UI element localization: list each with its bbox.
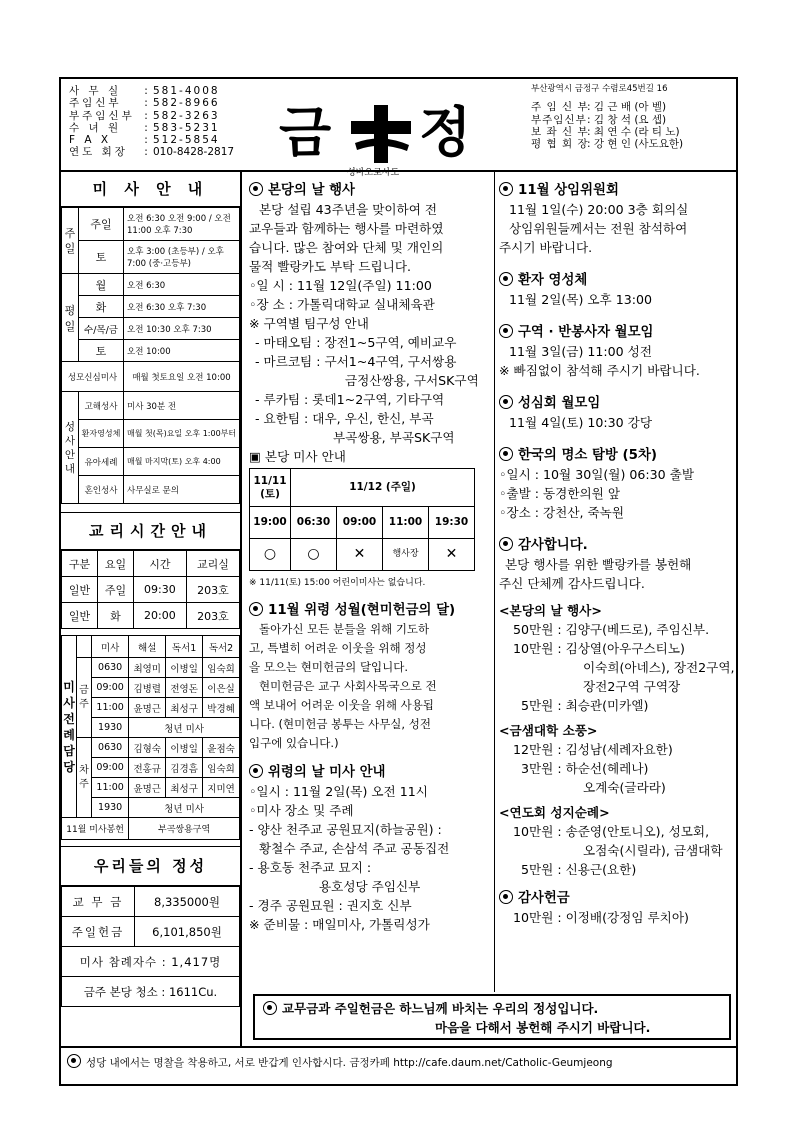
text-line: 고, 특별히 어려운 이웃을 위해 정성 [249, 641, 427, 655]
text: 11월 상임위원회 [518, 183, 619, 198]
section-heading [249, 763, 489, 782]
table-cell: 일반 [62, 603, 98, 629]
cleaning: 금주 본당 청소 : 1611Cu. [62, 977, 240, 1007]
section-heading [249, 181, 489, 200]
table-cell: 행사장 [383, 539, 429, 571]
circle-bullet-icon [67, 1054, 81, 1068]
text: 582-3263 [153, 109, 220, 122]
table-cell: 청년 미사 [129, 798, 240, 818]
table-cell: 0630 [92, 658, 129, 678]
table-cell: 구분 [62, 551, 98, 577]
text-line: 을 모으는 현미헌금의 달입니다. [249, 660, 409, 674]
circle-bullet-icon [263, 1001, 277, 1015]
text-line: 부곡쌍용, 부곡SK구역 [333, 430, 455, 445]
text-line: 습니다. 많은 참여와 단체 및 개인의 [249, 240, 444, 255]
text-line: ※ 준비물 : 매일미사, 가톨릭성가 [249, 917, 430, 932]
table-cell: 차주 [77, 738, 92, 818]
text-line: - 루카팀 : 롯데1~2구역, 기타구역 [255, 392, 445, 407]
table-cell: 09:00 [337, 507, 383, 539]
text-line: ◦출발 : 동경한의원 앞 [499, 486, 621, 501]
text: 010-8428-2817 [153, 146, 235, 159]
text: 수 녀 원 [69, 121, 122, 134]
table-cell: 성모신심미사 [62, 362, 124, 392]
circle-bullet-icon [499, 182, 513, 196]
circle-bullet-icon [499, 272, 513, 286]
table-cell: 김경흠 [166, 758, 203, 778]
masthead [279, 97, 509, 178]
text-line: 황철수 주교, 손삼석 주교 공동집전 [259, 841, 450, 856]
text-line: 11월 3일(금) 11:00 성전 [509, 344, 652, 359]
event-mass-table [249, 468, 475, 571]
text-line: 본당 행사를 위한 빨랑카를 봉헌해 [505, 557, 692, 572]
table-cell: ○ [291, 539, 337, 571]
table-cell: 일반 [62, 577, 98, 603]
table-cell: 최성구 [166, 698, 203, 718]
table-cell: 오전 6:30 오후 7:30 [124, 296, 240, 318]
title-char-jeong: 정 [419, 100, 472, 164]
table-cell: 09:00 [92, 678, 129, 698]
text-line: 교우들과 함께하는 행사를 마련하였 [249, 221, 444, 236]
text: 환자 영성체 [518, 273, 588, 288]
table-cell: 1930 [92, 798, 129, 818]
text-line: ※ 11/11(토) 15:00 어린이미사는 없습니다. [249, 578, 426, 588]
table-cell: 월 [79, 274, 124, 296]
text-line: ※ 빠짐없이 참석해 주시기 바랍니다. [499, 363, 700, 378]
table-cell: 최성구 [166, 778, 203, 798]
text-line: - 요한팀 : 대우, 우신, 한신, 부곡 [255, 411, 434, 426]
table-cell: 독서2 [203, 636, 240, 658]
text-line: 11월 4일(토) 10:30 강당 [509, 415, 652, 430]
text: 주 임 신 부 [531, 101, 589, 114]
table-cell: 1930 [92, 718, 129, 738]
text-line: 주시기 바랍니다. [499, 240, 593, 255]
mass-table [61, 207, 240, 504]
text-line: ※ 구역별 팀구성 안내 [249, 316, 369, 331]
contact-row: 주임신부 : 582-8966 [69, 97, 220, 110]
text-line: 현미헌금은 교구 사회사목국으로 전 [259, 679, 437, 693]
table-cell: ○ [250, 539, 291, 571]
table-cell: 20:00 [133, 603, 186, 629]
table-cell: 사무실로 문의 [124, 476, 240, 504]
text: 사 무 실 [69, 85, 122, 97]
text-line: <금샘대학 소풍> [499, 723, 598, 738]
text-line: 액 보내어 어려운 이웃을 위해 사용됩 [249, 698, 434, 712]
text-line: 10만원 : 김상열(아우구스티노) [513, 641, 685, 656]
table-cell: 09:00 [92, 758, 129, 778]
text-line: 10만원 : 송준영(안토니오), 성모회, [513, 824, 710, 839]
text-line: 용호성당 주임신부 [319, 879, 421, 894]
table-cell: 11:00 [92, 698, 129, 718]
cross-logo-icon [347, 103, 417, 165]
catechism-title: 교리시간안내 [61, 512, 240, 550]
text-line: ◦일시 : 11월 2일(목) 오전 11시 [249, 784, 428, 799]
table-cell: 8,335000원 [135, 887, 240, 917]
table-cell: 미사 [92, 636, 129, 658]
text-line: 상임위원들께서는 전원 참석하여 [509, 221, 688, 236]
mass-table-title: ▣ 본당 미사 안내 [249, 449, 346, 464]
table-cell: 주일헌금 [62, 917, 135, 947]
table-cell: 11:00 [383, 507, 429, 539]
masthead-subtitle: 성바오로사도 [347, 168, 400, 178]
table-cell: ✕ [429, 539, 475, 571]
table-cell: 이병일 [166, 658, 203, 678]
footer-text: 성당 내에서는 명찰을 착용하고, 서로 반갑게 인사합시다. 금정카페 http://cafe.daum.net/Catholic-Geumjeong [86, 1057, 613, 1069]
table-cell: 09:30 [133, 577, 186, 603]
section-heading [499, 323, 735, 342]
text-line: 11월 1일(수) 20:00 3층 회의실 [509, 202, 689, 217]
text-line: 이숙희(아네스), 장전2구역, [583, 660, 735, 675]
text-line: 11월 2일(목) 오후 13:00 [509, 292, 652, 307]
table-cell: 환자영성체 [79, 420, 124, 448]
text-line: 5만원 : 최승관(미카엘) [521, 698, 649, 713]
table-cell: 오전 10:30 오후 7:30 [124, 318, 240, 340]
text-line: 오계숙(글라라) [583, 780, 666, 795]
text-line: 5만원 : 신용근(요한) [521, 862, 637, 877]
section-heading [249, 601, 489, 620]
text: 마음을 다해서 봉헌해 주시기 바랍니다. [435, 1020, 651, 1035]
table-cell: 교 무 금 [62, 887, 135, 917]
table-cell: 최영미 [129, 658, 166, 678]
table-cell: 매월 마지막(토) 오후 4:00 [124, 448, 240, 476]
table-cell: 혼인성사 [79, 476, 124, 504]
text-line: 10만원 : 이정배(강정임 루치아) [513, 910, 689, 925]
column-divider [494, 172, 495, 992]
section-heading [499, 889, 735, 908]
table-cell: 윤명근 [129, 698, 166, 718]
table-cell: 06:30 [291, 507, 337, 539]
table-cell: ✕ [337, 539, 383, 571]
text: 주임신부 [69, 97, 122, 110]
staff-row: 평 협 회 장 : 강 현 인 (사도요한) [531, 138, 684, 151]
text-line: - 경주 공원묘원 : 권지호 신부 [249, 898, 412, 913]
text: 최 연 수 (라 티 노) [593, 125, 680, 138]
circle-bullet-icon [249, 182, 263, 196]
text: 김 근 배 (아 벨) [593, 101, 667, 114]
table-cell: 윤점숙 [203, 738, 240, 758]
text-line: 오점숙(시릴라), 금샘대학 [583, 843, 723, 858]
table-cell: 11:00 [92, 778, 129, 798]
table-cell: 11월 미사봉헌 [62, 818, 129, 840]
footer [67, 1054, 732, 1070]
contact-row: 부주임신부 : 582-3263 [69, 109, 220, 122]
circle-bullet-icon [499, 447, 513, 461]
table-cell: 독서1 [166, 636, 203, 658]
table-cell: 전영돈 [166, 678, 203, 698]
text-line: 3만원 : 하순선(헤레나) [521, 761, 649, 776]
text-line: <본당의 날 행사> [499, 603, 602, 618]
table-cell: 오후 3:00 (초등부) / 오후 7:00 (중·고등부) [124, 241, 240, 274]
table-cell: 0630 [92, 738, 129, 758]
offering-table [61, 886, 240, 1007]
text: 감사헌금 [518, 891, 570, 906]
table-cell: 수/목/금 [79, 318, 124, 340]
table-cell: 19:00 [250, 507, 291, 539]
sunday-group-label: 주일 [62, 208, 79, 274]
section-heading [499, 181, 735, 200]
left-column [61, 172, 242, 1046]
text-line: 물적 빨랑카도 부탁 드립니다. [249, 259, 411, 274]
text: 교무금과 주일헌금은 하느님께 바치는 우리의 정성입니다. [282, 1001, 599, 1016]
text: 감사합니다. [518, 538, 588, 553]
text-line: 50만원 : 김양구(베드로), 주임신부. [513, 622, 710, 637]
text: 512-5854 [153, 134, 220, 147]
middle-column [249, 181, 489, 934]
table-cell: 청년 미사 [129, 718, 240, 738]
section-heading [499, 536, 735, 555]
table-cell: 203호 [186, 603, 239, 629]
staff-row: 보 좌 신 부 : 최 연 수 (라 티 노) [531, 125, 680, 138]
text: 평 협 회 장 [531, 138, 589, 151]
table-cell: 오전 10:00 [124, 340, 240, 362]
text-line: 니다. (현미헌금 봉투는 사무실, 성전 [249, 717, 431, 731]
circle-bullet-icon [499, 324, 513, 338]
circle-bullet-icon [249, 764, 263, 778]
table-cell: 박경혜 [203, 698, 240, 718]
title-char-geum: 금 [279, 100, 332, 164]
section-heading [499, 394, 735, 413]
text-line: ◦일시 : 10월 30일(월) 06:30 출발 [499, 467, 695, 482]
text: 본당의 날 행사 [268, 183, 355, 198]
section-heading [499, 271, 735, 290]
table-cell: 203호 [186, 577, 239, 603]
table-cell: 부곡쌍용구역 [129, 818, 240, 840]
mass-duty-table [61, 635, 240, 840]
mass-title: 미 사 안 내 [61, 172, 240, 207]
text-line: ◦장 소 : 가톨릭대학교 실내체육관 [249, 297, 435, 312]
offering-banner [253, 994, 731, 1040]
text-line: 12만원 : 김성남(세례자요한) [513, 742, 673, 757]
table-cell: 김병렬 [129, 678, 166, 698]
text-line: 장전2구역 구역장 [583, 679, 681, 694]
table-cell: 교리실 [186, 551, 239, 577]
table-cell: 요일 [97, 551, 133, 577]
text: 582-8966 [153, 97, 220, 110]
text-line: - 양산 천주교 공원묘지(하늘공원) : [249, 822, 442, 837]
table-cell: 토 [79, 340, 124, 362]
table-cell: 해설 [129, 636, 166, 658]
staff-row: 부주임신부 : 김 창 석 (요 셉) [531, 113, 667, 126]
section-heading [499, 446, 735, 465]
staff-list [531, 83, 736, 150]
table-cell: 오전 6:30 [124, 274, 240, 296]
footer-divider [61, 1046, 736, 1048]
text: 김 창 석 (요 셉) [593, 113, 667, 126]
table-cell: 김형숙 [129, 738, 166, 758]
contact-list [69, 85, 244, 159]
table-cell: 매월 첫(목)요일 오후 1:00부터 [124, 420, 240, 448]
table-cell: 화 [97, 603, 133, 629]
table-cell: 이은실 [203, 678, 240, 698]
text: 부주임신부 [531, 113, 587, 126]
table-cell: 매월 첫토요일 오전 10:00 [124, 362, 240, 392]
table-cell: 고해성사 [79, 392, 124, 420]
text-line: - 마르코팀 : 구서1~4구역, 구서쌍용 [255, 354, 457, 369]
table-cell: 오전 6:30 오전 9:00 / 오전 11:00 오후 7:30 [124, 208, 240, 241]
address: 부산광역시 금정구 수렴로45번길 16 [531, 84, 668, 94]
table-cell: 토 [79, 241, 124, 274]
text-line: 입구에 있습니다.) [249, 736, 339, 750]
text-line: 돌아가신 모든 분들을 위해 기도하 [259, 622, 430, 636]
attendance: 미사 참례자수 : 1,417명 [62, 947, 240, 977]
duty-side-label: 미사전례담당 [62, 636, 77, 818]
contact-row: F A X : 512-5854 [69, 134, 220, 147]
contact-row: 수 녀 원 : 583-5231 [69, 121, 220, 134]
table-cell: 유아세례 [79, 448, 124, 476]
weekday-group-label: 평일 [62, 274, 79, 362]
text-line: <연도회 성지순례> [499, 805, 610, 820]
table-cell: 윤명근 [129, 778, 166, 798]
text: 구역 · 반봉사자 월모임 [518, 325, 654, 340]
right-column [499, 181, 735, 927]
offering-title: 우리들의 정성 [61, 846, 240, 886]
table-cell: 주일 [97, 577, 133, 603]
circle-bullet-icon [499, 395, 513, 409]
contact-row: 사 무 실 : 581-4008 [69, 85, 220, 97]
text: 위령의 날 미사 안내 [268, 765, 386, 780]
circle-bullet-icon [249, 602, 263, 616]
table-cell: 시간 [133, 551, 186, 577]
staff-row: 주 임 신 부 : 김 근 배 (아 벨) [531, 101, 667, 114]
circle-bullet-icon [499, 537, 513, 551]
table-cell: 임숙희 [203, 758, 240, 778]
table-cell: 임숙희 [203, 658, 240, 678]
text: 11월 위령 성월(현미헌금의 달) [268, 603, 456, 618]
catechism-table [61, 550, 240, 629]
table-cell [77, 636, 92, 658]
text-line: 본당 설립 43주년을 맞이하여 전 [259, 202, 438, 217]
text-line: ◦장소 : 강천산, 죽녹원 [499, 505, 625, 520]
table-cell: 19:30 [429, 507, 475, 539]
text-line: ◦미사 장소 및 주례 [249, 803, 354, 818]
table-cell: 주일 [79, 208, 124, 241]
contact-row: 연도 회장 : 010-8428-2817 [69, 146, 235, 159]
text-line: - 마태오팀 : 장전1~5구역, 예비교우 [255, 335, 457, 350]
text: 부주임신부 [69, 109, 135, 122]
text: 한국의 명소 탐방 (5차) [518, 448, 658, 463]
sacrament-group-label: 성사안내 [62, 392, 79, 504]
bulletin-page [59, 77, 738, 1086]
text-line: - 용호동 천주교 묘지 : [249, 860, 372, 875]
text: F A X [69, 134, 112, 147]
text: 성심회 월모임 [518, 396, 601, 411]
text: 581-4008 [153, 85, 220, 97]
table-cell: 이병일 [166, 738, 203, 758]
circle-bullet-icon [499, 890, 513, 904]
text-line: 주신 단체께 감사드립니다. [499, 576, 645, 591]
text: 보 좌 신 부 [531, 125, 589, 138]
table-cell: 금주 [77, 658, 92, 738]
text: 연도 회장 [69, 146, 128, 159]
table-cell: 6,101,850원 [135, 917, 240, 947]
table-cell: 11/11 (토) [250, 469, 291, 507]
table-cell: 전홍규 [129, 758, 166, 778]
table-cell: 화 [79, 296, 124, 318]
text-line: 금정산쌍용, 구서SK구역 [345, 373, 479, 388]
text-line: ◦일 시 : 11월 12일(주일) 11:00 [249, 278, 432, 293]
table-cell: 지미연 [203, 778, 240, 798]
text: 강 현 인 (사도요한) [593, 138, 684, 151]
table-cell: 미사 30분 전 [124, 392, 240, 420]
text: 583-5231 [153, 121, 220, 134]
table-cell: 11/12 (주일) [291, 469, 475, 507]
